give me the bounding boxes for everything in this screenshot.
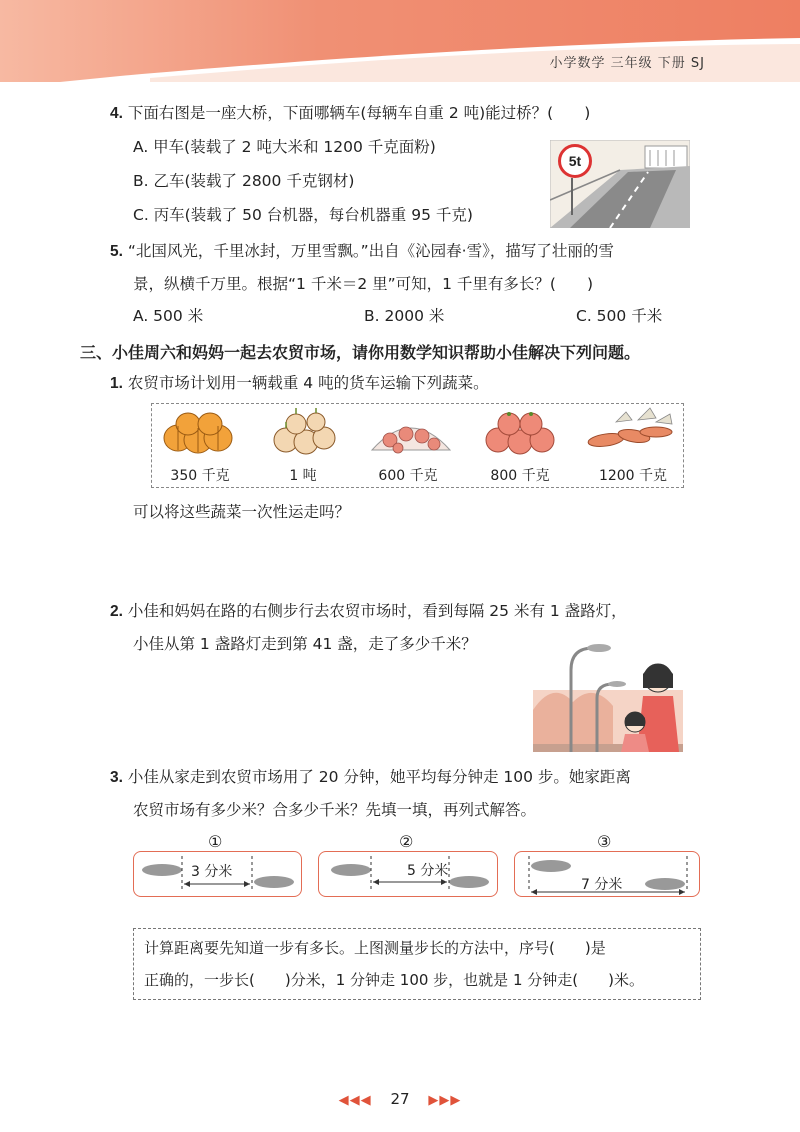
- prev-arrows-icon: ◀◀◀: [338, 1093, 372, 1108]
- p1-number: 1.: [110, 375, 123, 392]
- veg-label-garlic: 600 千克: [378, 468, 438, 484]
- q5-line1-text: “北国风光，千里冰封，万里雪飘。”出自《沁园春·雪》，描写了壮丽的雪: [127, 242, 614, 260]
- p2-number: 2.: [110, 603, 123, 620]
- q5-line2: 景，纵横千万里。根据“1 千米＝2 里”可知，1 千里有多长？( ): [133, 275, 594, 293]
- fill-in-line1: 计算距离要先知道一步有多长。上图测量步长的方法中，序号( )是: [144, 939, 606, 957]
- p3-number: 3.: [110, 769, 123, 786]
- streetlight-illustration: [533, 640, 683, 752]
- q4-stem-text: 下面右图是一座大桥，下面哪辆车(每辆车自重 2 吨)能过桥？( ): [127, 104, 591, 122]
- p2-line1: [110, 601, 627, 622]
- p3-line1-text: 小佳从家走到农贸市场用了 20 分钟，她平均每分钟走 100 步。她家距离: [127, 768, 631, 786]
- page-footer: [339, 1090, 462, 1108]
- method-2-label: 5 分米: [407, 863, 449, 879]
- veg-label-tomato: 800 千克: [490, 468, 550, 484]
- method-1-box: [133, 851, 302, 897]
- p2-line1-text: 小佳和妈妈在路的右侧步行去农贸市场时，看到每隔 25 米有 1 盏路灯，: [127, 602, 627, 620]
- q5-line1: [110, 241, 614, 262]
- q4-option-a: A. 甲车(装载了 2 吨大米和 1200 千克面粉): [133, 138, 436, 156]
- onion-icon: [270, 408, 340, 456]
- veg-label-pumpkin: 350 千克: [170, 468, 230, 484]
- q4-option-c: C. 丙车(装载了 50 台机器，每台机器重 95 千克): [133, 206, 473, 224]
- q5-number: 5.: [110, 243, 123, 260]
- veg-label-onion: 1 吨: [289, 468, 317, 484]
- q5-option-c: C. 500 千米: [576, 307, 663, 325]
- q4-stem: [110, 103, 590, 124]
- p2-line2: 小佳从第 1 盏路灯走到第 41 盏，走了多少千米？: [133, 635, 477, 653]
- sweet-potato-icon: [586, 406, 676, 452]
- section3-title: 三、小佳周六和妈妈一起去农贸市场，请你用数学知识帮助小佳解决下列问题。: [80, 343, 641, 362]
- p1-stem-text: 农贸市场计划用一辆载重 4 吨的货车运输下列蔬菜。: [127, 374, 489, 392]
- method-1-number: ①: [208, 832, 223, 851]
- method-3-label: 7 分米: [581, 877, 623, 893]
- tomato-icon: [482, 408, 558, 456]
- q5-option-b: B. 2000 米: [364, 307, 445, 325]
- method-3-box: [514, 851, 700, 897]
- q4-option-b: B. 乙车(装载了 2800 千克钢材): [133, 172, 355, 190]
- fill-in-box: [133, 928, 701, 1000]
- p1-question: 可以将这些蔬菜一次性运走吗？: [133, 503, 351, 521]
- method-2-number: ②: [399, 832, 414, 851]
- p1-stem: [110, 373, 489, 394]
- p3-line1: [110, 767, 631, 788]
- method-2-box: [318, 851, 498, 897]
- fill-in-line2: 正确的，一步长( )分米，1 分钟走 100 步，也就是 1 分钟走( )米。: [144, 971, 644, 989]
- q5-option-a: A. 500 米: [133, 307, 204, 325]
- q4-number: 4.: [110, 105, 123, 122]
- method-1-label: 3 分米: [191, 864, 233, 880]
- p3-line2: 农贸市场有多少米？合多少千米？先填一填，再列式解答。: [133, 801, 537, 819]
- garlic-icon: [368, 410, 454, 456]
- method-3-number: ③: [597, 832, 612, 851]
- veg-label-sweet-potato: 1200 千克: [598, 468, 668, 484]
- page-number: 27: [390, 1090, 410, 1108]
- book-info: 小学数学 三年级 下册 SJ: [549, 56, 705, 71]
- weight-limit-sign: 5t: [558, 144, 592, 178]
- pumpkin-icon: [160, 408, 240, 456]
- next-arrows-icon: ▶▶▶: [428, 1093, 462, 1108]
